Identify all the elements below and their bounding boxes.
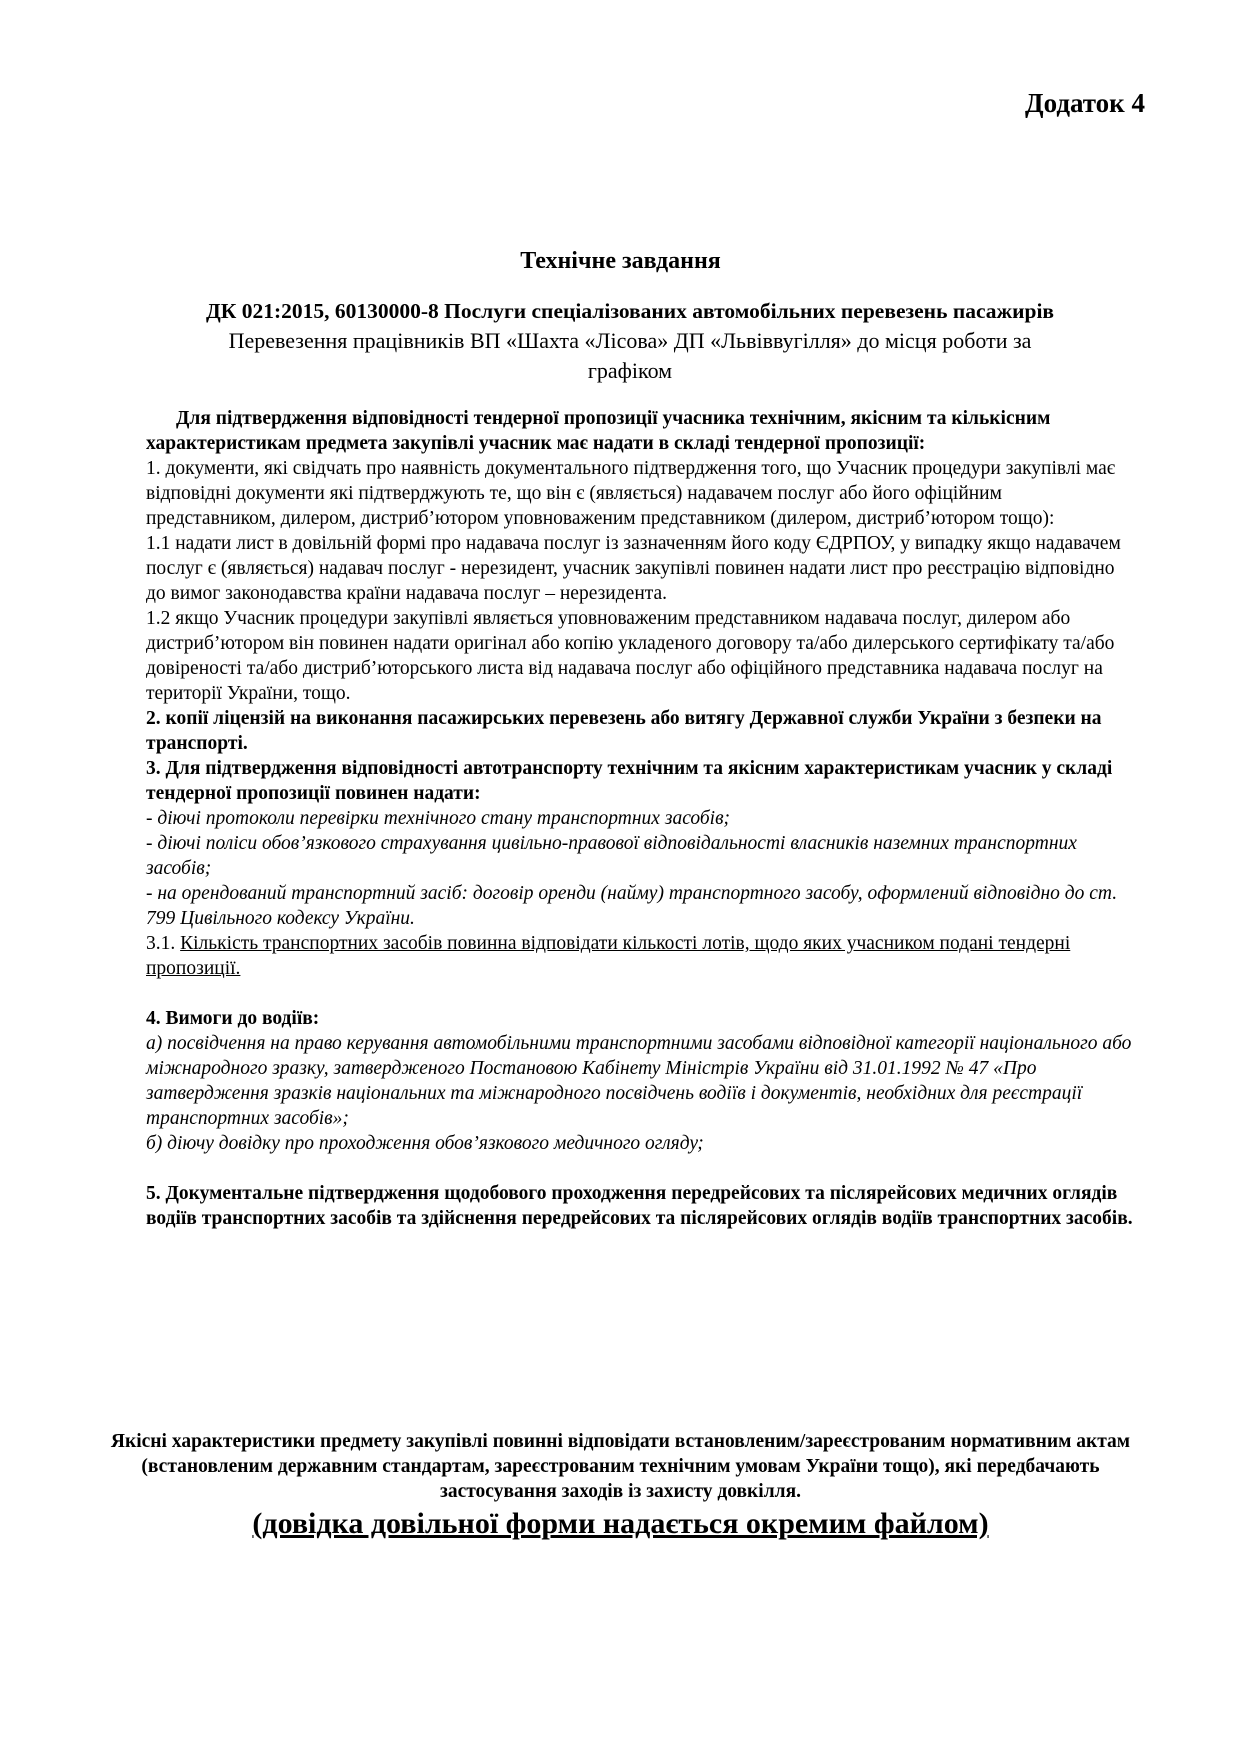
requirement-2: 2. копії ліцензій на виконання пасажирських перевезень або витягу Державної служби України з безпеки на транспорті. bbox=[146, 708, 1102, 754]
service-description-line-1: Перевезення працівників ВП «Шахта «Лісова» ДП «Львіввугілля» до місця роботи за bbox=[228, 328, 1032, 353]
requirement-4-b: б) діючу довідку про проходження обов’язкового медичного огляду; bbox=[146, 1133, 704, 1154]
intro-paragraph: Для підтвердження відповідності тендерної пропозиції учасника технічним, якісним та кількісним характеристикам предмета закупівлі учасник має надати в складі тендерної пропозиції: bbox=[146, 408, 1051, 454]
quality-statement: Якісні характеристики предмету закупівлі повинні відповідати встановленим/зареєстрованим нормативним актам (встановленим державним стандартам, зареєстрованим технічним умовам України тощо), які передбачають застосування заходів із захисту довкілля. bbox=[110, 1431, 1131, 1502]
requirement-1-1: 1.1 надати лист в довільній формі про надавача послуг із зазначенням його коду ЄДРПОУ, у випадку якщо надавачем послуг є (являється) надавач послуг - нерезидент, учасник закупівлі повинен надати лист про реєстрацію відповідно до вимог законодавства країни надавача послуг – нерезидента. bbox=[146, 533, 1121, 604]
requirement-5: 5. Документальне підтвердження щодобового проходження передрейсових та післярейсових медичних оглядів водіїв транспортних засобів та здійснення передрейсових та післярейсових оглядів водіїв транспортних засобів. bbox=[146, 1183, 1133, 1229]
requirement-3-item-insurance: - діючі поліси обов’язкового страхування цивільно-правової відповідальності власників наземних транспортних засобів; bbox=[146, 833, 1077, 879]
closing-block bbox=[100, 1429, 1141, 1542]
service-description-line-2: графіком bbox=[587, 358, 673, 383]
procurement-code-line: ДК 021:2015, 60130000-8 Послуги спеціалізованих автомобільних перевезень пасажирів bbox=[205, 299, 1055, 323]
document-title: Технічне завдання bbox=[520, 248, 721, 274]
requirement-3-heading: 3. Для підтвердження відповідності автотранспорту технічним та якісним характеристикам учасник у складі тендерної пропозиції повинен надати: bbox=[146, 758, 1113, 804]
requirement-3-1-number: 3.1. bbox=[146, 933, 181, 954]
separate-file-note: (довідка довільної форми надається окремим файлом) bbox=[252, 1507, 989, 1540]
requirement-3-1 bbox=[146, 931, 1136, 981]
requirement-3-1-text: Кількість транспортних засобів повинна відповідати кількості лотів, щодо яких учасником подані тендерні пропозиції. bbox=[146, 933, 1071, 979]
requirement-1-2: 1.2 якщо Учасник процедури закупівлі являється уповноваженим представником надавача послуг, дилером або дистриб’ютором він повинен надати оригінал або копію укладеного договору та/або дилерського сертифікату та/або довіреності та/або дистриб’юторського листа від надавача послуг або офіційного представника надавача послуг на території України, тощо. bbox=[146, 608, 1115, 704]
requirements-body bbox=[146, 406, 1136, 1231]
requirement-1: 1. документи, які свідчать про наявність документального підтвердження того, що Учасник процедури закупівлі має відповідні документи які підтверджують те, що він є (являється) надавачем послуг або його офіційним представником, дилером, дистриб’ютором уповноваженим представником (дилером, дистриб’ютором тощо): bbox=[146, 458, 1116, 529]
subject-block bbox=[130, 296, 1130, 386]
requirement-3-item-inspection: - діючі протоколи перевірки технічного стану транспортних засобів; bbox=[146, 808, 731, 829]
requirement-4-heading: 4. Вимоги до водіїв: bbox=[146, 1008, 320, 1029]
requirement-3-item-lease: - на орендований транспортний засіб: договір оренди (найму) транспортного засобу, оформлений відповідно до ст. 799 Цивільного кодексу України. bbox=[146, 883, 1118, 929]
appendix-label: Додаток 4 bbox=[1025, 88, 1145, 118]
requirement-4-a: а) посвідчення на право керування автомобільними транспортними засобами відповідної категорії національного або міжнародного зразку, затвердженого Постановою Кабінету Міністрів України від 31.01.1992 № 47 «Про затвердження зразків національних та міжнародного посвідчень водіїв і документів, необхідних для реєстрації транспортних засобів»; bbox=[146, 1033, 1132, 1129]
